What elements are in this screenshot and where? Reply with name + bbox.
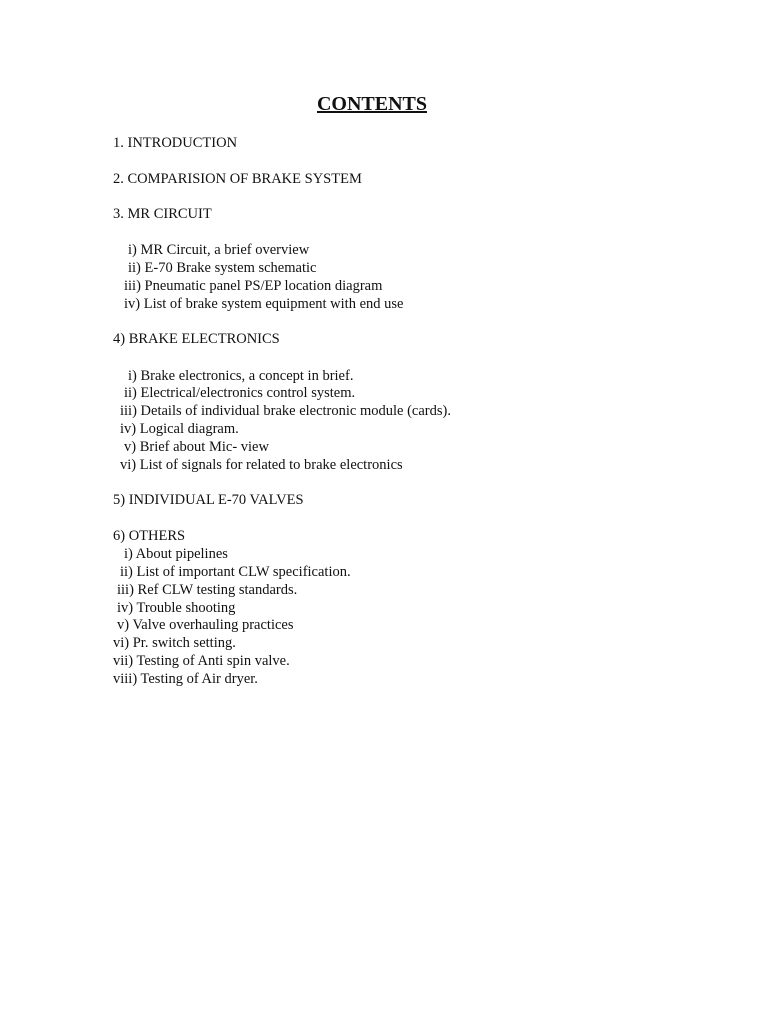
mr-circuit-item: iii) Pneumatic panel PS/EP location diagram <box>124 278 383 294</box>
others-item: i) About pipelines <box>124 546 228 562</box>
brake-electronics-item: ii) Electrical/electronics control system. <box>124 385 356 401</box>
mr-circuit-item: iv) List of brake system equipment with end use <box>124 296 404 312</box>
others-item: iii) Ref CLW testing standards. <box>117 582 298 598</box>
others-item: iv) Trouble shooting <box>117 600 236 616</box>
page-title: CONTENTS <box>316 93 428 115</box>
section-introduction: 1. INTRODUCTION <box>113 135 238 151</box>
brake-electronics-item: iv) Logical diagram. <box>120 421 239 437</box>
section-individual-e70-valves: 5) INDIVIDUAL E-70 VALVES <box>113 492 304 508</box>
section-others: 6) OTHERS <box>113 528 186 544</box>
others-item: viii) Testing of Air dryer. <box>113 671 258 687</box>
section-mr-circuit: 3. MR CIRCUIT <box>113 206 212 222</box>
others-item: vii) Testing of Anti spin valve. <box>113 653 290 669</box>
mr-circuit-item: i) MR Circuit, a brief overview <box>128 242 310 258</box>
others-item: v) Valve overhauling practices <box>117 617 294 633</box>
brake-electronics-item: i) Brake electronics, a concept in brief. <box>128 368 354 384</box>
mr-circuit-item: ii) E-70 Brake system schematic <box>128 260 317 276</box>
others-item: ii) List of important CLW specification. <box>120 564 351 580</box>
section-comparision-of-brake-system: 2. COMPARISION OF BRAKE SYSTEM <box>113 171 362 187</box>
brake-electronics-item: v) Brief about Mic- view <box>124 439 269 455</box>
others-item: vi) Pr. switch setting. <box>113 635 236 651</box>
section-brake-electronics: 4) BRAKE ELECTRONICS <box>113 331 280 347</box>
brake-electronics-item: vi) List of signals for related to brake electronics <box>120 457 403 473</box>
brake-electronics-item: iii) Details of individual brake electronic module (cards). <box>120 403 451 419</box>
